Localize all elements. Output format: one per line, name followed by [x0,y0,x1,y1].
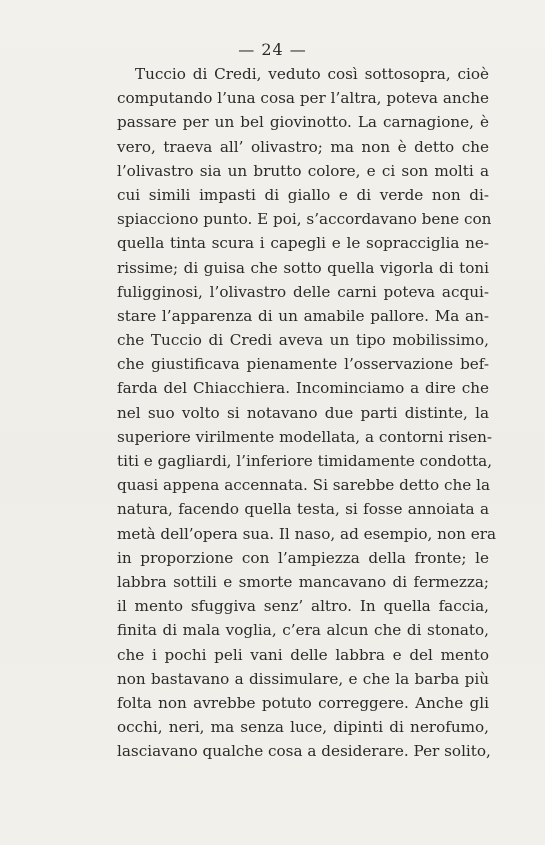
body-text [117,62,497,763]
text-line: che i pochi peli vani delle labbra e del mento [117,645,489,664]
text-line: che Tuccio di Credi aveva un tipo mobilissimo, [117,331,489,350]
text-line: computando l’una cosa per l’altra, poteva anche [117,89,489,108]
text-line: finita di mala voglia, c’era alcun che di stonato, [117,621,489,640]
page-number: — 24 — [238,40,307,59]
text-line: superiore virilmente modellata, a contorni risen- [117,427,493,446]
text-line: quella tinta scura i capegli e le sopracciglia ne- [117,234,489,253]
text-line: Tuccio di Credi, veduto così sottosopra, cioè [135,65,489,83]
text-line: vero, traeva all’ olivastro; ma non è detto che [117,137,489,156]
text-line: stare l’apparenza di un amabile pallore. Ma an- [117,306,489,325]
text-line: l’olivastro sia un brutto colore, e ci son molti a [117,161,489,180]
text-line: lasciavano qualche cosa a desiderare. Per solito, [117,742,491,761]
text-line: folta non avrebbe potuto correggere. Anche gli [117,693,489,712]
text-line: non bastavano a dissimulare, e che la barba più [117,669,489,688]
text-line: in proporzione con l’ampiezza della fronte; le [117,548,489,567]
text-line: occhi, neri, ma senza luce, dipinti di nerofumo, [117,718,489,737]
text-line: fuligginosi, l’olivastro delle carni poteva acqui- [117,282,489,301]
text-line: metà dell’opera sua. Il naso, ad esempio, non era [117,524,497,543]
text-line: cui simili impasti di giallo e di verde non di- [117,185,489,204]
text-line: passare per un bel giovinotto. La carnagione, è [117,113,489,132]
text-line: labbra sottili e smorte mancavano di fermezza; [117,572,489,591]
text-line: il mento sfuggiva senz’ altro. In quella faccia, [117,597,489,616]
text-line: natura, facendo quella testa, si fosse annoiata a [117,500,489,519]
text-line: spiacciono punto. E poi, s’accordavano bene con [117,210,492,229]
text-line: nel suo volto si notavano due parti distinte, la [117,403,489,422]
text-line: farda del Chiacchiera. Incominciamo a dire che [117,379,489,398]
text-line: titi e gagliardi, l’inferiore timidamente condotta, [117,452,493,470]
text-line: quasi appena accennata. Si sarebbe detto che la [117,476,491,495]
text-line: rissime; di guisa che sotto quella vigorla di toni [117,258,489,277]
text-line: che giustificava pienamente l’osservazione bef- [117,355,489,374]
